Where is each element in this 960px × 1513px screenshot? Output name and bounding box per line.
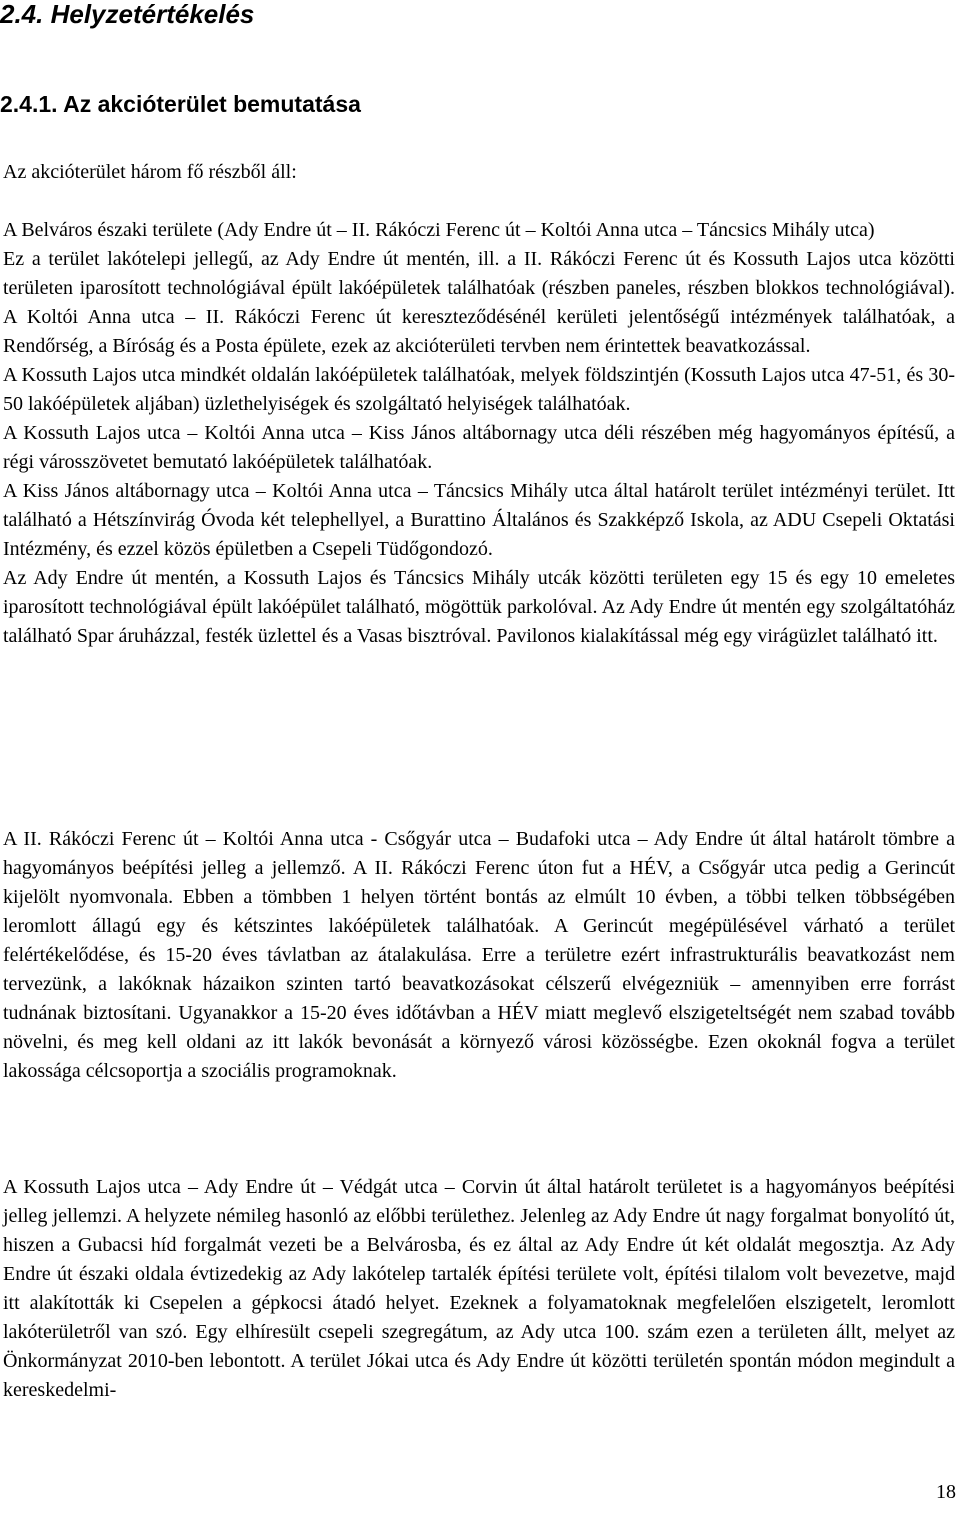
- paragraph: Az Ady Endre út mentén, a Kossuth Lajos és Táncsics Mihály utcák közötti területen egy 15 és egy 10 emeletes iparosított technológiával épült lakóépület található, mögöttük parkolóval. Az Ady Endre út mentén egy szolgáltatóház található Spar áruházzal, festék üzlettel és a Vasas bisztróval. Pavilonos kialakítással még egy virágüzlet található itt.: [3, 567, 955, 647]
- paragraph: A Kossuth Lajos utca – Koltói Anna utca – Kiss János altábornagy utca déli részében még hagyományos építésű, a régi városszövetet bemutató lakóépületek találhatóak.: [3, 422, 955, 473]
- paragraph: A Kossuth Lajos utca mindkét oldalán lakóépületek találhatóak, melyek földszintjén (Kossuth Lajos utca 47-51, és 30-50 lakóépületek aljában) üzlethelyiségek és szolgáltató helyiségek találhatóak.: [3, 364, 955, 415]
- paragraph: A Kossuth Lajos utca – Ady Endre út – Védgát utca – Corvin út által határolt területet is a hagyományos beépítési jelleg jellemzi. A helyzete némileg hasonló az előbbi területhez. Jelenleg az Ady Endre út nagy forgalmat bonyolító út, hiszen a Gubacsi híd forgalmát vezeti be a Belvárosba, és ez által az Ady Endre út két oldalát megosztja. Az Ady Endre út északi oldala évtizedekig az Ady lakótelep tartalék építési területe volt, építési tilalom volt bevezetve, majd itt alakították ki Csepelen a gépkocsi átadó helyet. Ezeknek a folyamatoknak megfelelően elszigetelt, leromlott lakóterületről van szó. Egy elhíresült csepeli szegregátum, az Ady utca 100. szám ezen a területen állt, melyet az Önkormányzat 2010-ben lebontott. A terület Jókai utca és Ady Endre út közötti területén spontán módon megindult a kereskedelmi-: [3, 1176, 955, 1401]
- paragraph-block-belvaros: [3, 216, 955, 651]
- paragraph: A Belváros északi területe (Ady Endre út – II. Rákóczi Ferenc út – Koltói Anna utca – Táncsics Mihály utca): [3, 219, 875, 241]
- page-number: 18: [936, 1481, 956, 1503]
- subsection-heading: 2.4.1. Az akcióterület bemutatása: [0, 91, 361, 117]
- paragraph: A Kiss János altábornagy utca – Koltói Anna utca – Táncsics Mihály utca által határolt terület intézményi terület. Itt található a Hétszínvirág Óvoda két telephellyel, a Burattino Általános és Szakképző Iskola, az ADU Csepeli Oktatási Intézmény, és ezzel közös épületben a Csepeli Tüdőgondozó.: [3, 480, 955, 560]
- intro-paragraph: Az akcióterület három fő részből áll:: [3, 161, 297, 183]
- paragraph: Ez a terület lakótelepi jellegű, az Ady Endre út mentén, ill. a II. Rákóczi Ferenc út és Kossuth Lajos utca közötti területen iparosított technológiával épült lakóépületek találhatóak (részben paneles, részben blokkos technológiával). A Koltói Anna utca – II. Rákóczi Ferenc út kereszteződésénél kerületi jelentőségű intézmények találhatóak, a Rendőrség, a Bíróság és a Posta épülete, ezek az akcióterületi tervben nem érintettek beavatkozással.: [3, 248, 955, 357]
- paragraph-block-kossuth: [3, 1173, 955, 1405]
- paragraph-block-rakoczi: [3, 825, 955, 1086]
- section-heading: 2.4. Helyzetértékelés: [0, 0, 255, 29]
- paragraph: A II. Rákóczi Ferenc út – Koltói Anna utca - Csőgyár utca – Budafoki utca – Ady Endre út által határolt tömbre a hagyományos beépítési jelleg a jellemző. A II. Rákóczi Ferenc úton fut a HÉV, a Csőgyár utca pedig a Gerincút kijelölt nyomvonala. Ebben a tömbben 1 helyen történt bontás az elmúlt 10 évben, a többi telken többségében leromlott állagú egy és kétszintes lakóépületek találhatóak. A Gerincút megépülésével várható a terület felértékelődése, és 15-20 éves távlatban az átalakulása. Erre a területre ezért infrastrukturális beavatkozást nem tervezünk, a lakóknak házaikon szinten tartó beavatkozásokat célszerű elvégezniük – amennyiben erre forrást tudnának biztosítani. Ugyanakkor a 15-20 éves időtávban a HÉV miatt meglevő elszigeteltségét nem szabad tovább növelni, és meg kell oldani az itt lakók bevonását a környező városi közösségbe. Ezen okoknál fogva a terület lakossága célcsoportja a szociális programoknak.: [3, 828, 955, 1082]
